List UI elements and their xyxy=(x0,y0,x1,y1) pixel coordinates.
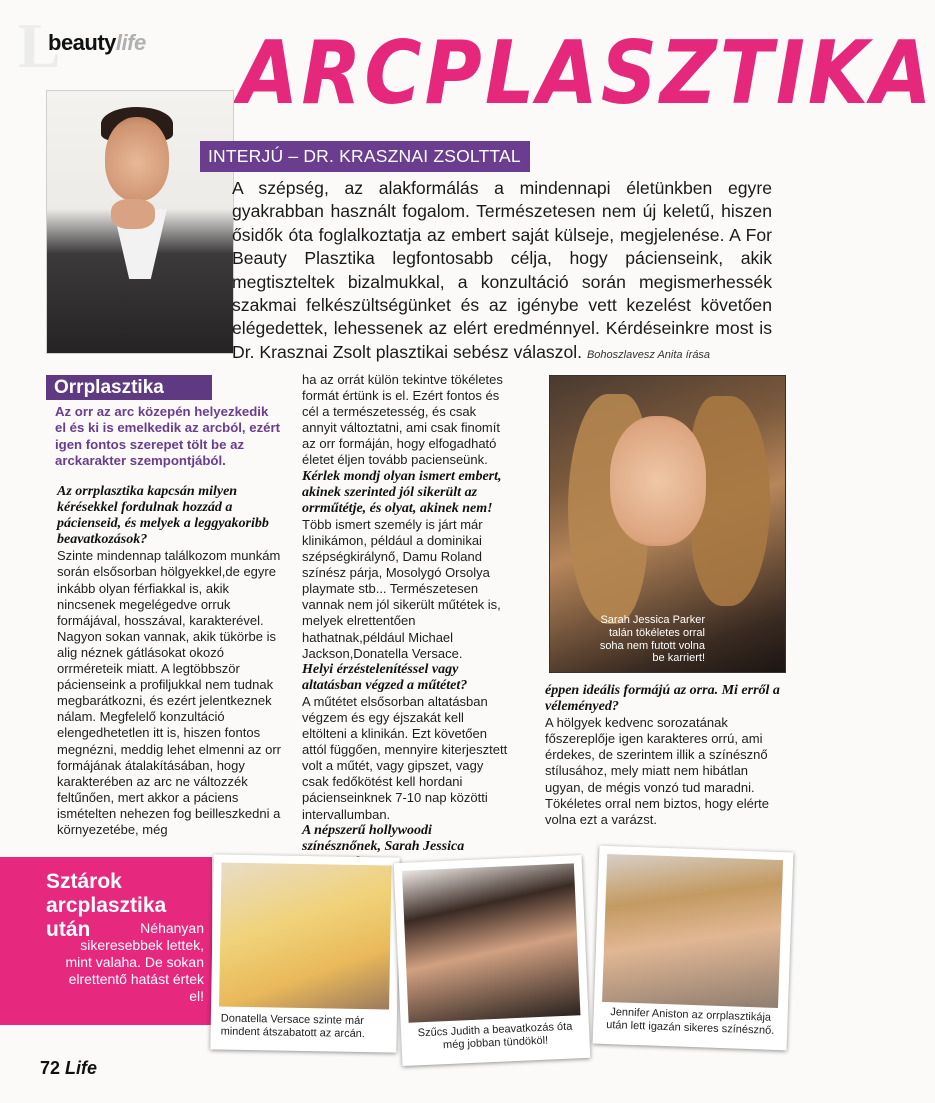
lead-paragraph xyxy=(232,177,772,367)
doctor-portrait-photo xyxy=(46,90,234,354)
page-number: 72 xyxy=(40,1058,61,1078)
sarah-jessica-parker-photo xyxy=(549,375,786,673)
article-column-3 xyxy=(545,683,780,828)
page-footer xyxy=(40,1058,97,1079)
stars-subtitle: Néhanyan sikeresebbek lettek, mint valaha. De sokan elrettentő hatást értek el! xyxy=(65,920,204,1004)
question-4-continued: éppen ideális formájú az orra. Mi erről a véleményed? xyxy=(545,683,780,715)
answer-4: A hölgyek kedvenc sorozatának főszereplője igen karakteres orrú, ami érdekes, de szerintem illik a színésznő stílusához, mely miatt nem hibátlan ugyan, de mégis vonzó tud maradni. Tökéletes orral nem biztos, hogy elérte volna ezt a varázst. xyxy=(545,715,769,827)
section-logo-mark: L xyxy=(18,10,61,81)
photo-face xyxy=(610,416,706,546)
question-3: Helyi érzéstelenítéssel vagy altatásban végzed a műtétet? xyxy=(302,661,468,693)
polaroid-aniston xyxy=(593,846,794,1051)
page-title: ARCPLASZTIKA xyxy=(238,23,935,125)
stars-title: Sztárok arcplasztika után xyxy=(46,870,167,941)
question-1: Az orrplasztika kapcsán milyen kérésekkel fordulnak hozzád a pácienseid, és melyek a leggyakoribb beavatkozások? xyxy=(57,484,269,548)
portrait-hand xyxy=(111,199,155,229)
article-column-1 xyxy=(57,484,287,838)
portrait-face xyxy=(105,117,169,201)
donatella-photo xyxy=(219,863,391,1010)
answer-3: A műtétet elsősorban altatásban végzem és egy éjszakát kell eltölteni a klinikán. Ezt követően attól függően, mennyire kiterjesztett volt a műtét, vagy gipszet, vagy csak fedőkötést kell hordani pácienseinknek 7-10 nap közötti intervallumban. xyxy=(302,693,508,822)
aniston-photo xyxy=(602,854,783,1008)
photo-caption: Sarah Jessica Parker talán tökéletes orral soha nem futott volna be karriert! xyxy=(599,614,705,665)
answer-1: Szinte mindennap találkozom munkám során elsősorban hölgyekkel,de egyre inkább olyan férfiakkal is, akik nincsenek megelégedve orruk formájával, hosszával, karakterével. Nagyon sokan vannak, akik tükörbe is alig néznek gátlásokat okozó orrméreteik miatt. A legtöbbször pácienseink a profiljukkal nem tudnak megbarátkozni, és ezért jelentkeznek nálam. Megfelelő konzultáció elengedhetetlen itt is, hiszen fontos megnézni, meddig lehet elmenni az orr formájának átalakításában, hogy karakterében az arc ne változzék feltűnően, mert akkor a páciens ismételten nehezen fog beilleszkedni a környezetébe, még xyxy=(57,548,282,837)
section-heading-orrplasztika: Orrplasztika xyxy=(46,375,212,400)
question-2: Kérlek mondj olyan ismert embert, akinek szerinted jól sikerült az orrműtétje, és olyat, akinek nem! xyxy=(302,468,502,516)
section-tag-suffix: life xyxy=(115,30,146,55)
article-column-2 xyxy=(302,372,510,871)
polaroid-caption: Szűcs Judith a beavatkozás óta még jobban tündököl! xyxy=(417,1020,573,1052)
judith-photo xyxy=(402,863,580,1022)
section-tag xyxy=(48,30,146,56)
question-4: A népszerű hollywoodi színésznőnek, Sarah Jessica xyxy=(302,822,465,854)
byline: Bohoszlavesz Anita írása xyxy=(586,348,711,361)
lead-text: A szépség, az alakformálás a mindennapi életünkben egyre gyakrabban használt fogalom. Természetesen nem új keletű, hiszen ősidők óta foglalkoztatja az embert saját külseje, megjelenése. A For Beauty Plasztika legfontosabb célja, hogy pácienseink, akik megtiszteltek bizalmukkal, a konzultáció során megismerhessék szakmai felkészültségünket és az igénybe vett kezelést követően elégedettek, lehessenek az elért eredménnyel. Kérdéseinkre most is Dr. Krasznai Zsolt plasztikai sebész válaszol. xyxy=(232,178,772,362)
interview-label: INTERJÚ – DR. KRASZNAI ZSOLTTAL xyxy=(200,141,530,172)
polaroid-caption: Jennifer Aniston az orrplasztikája után lett igazán sikeres színésznő. xyxy=(605,1006,775,1037)
section-tag-prefix: beauty xyxy=(48,30,116,55)
polaroid-judith xyxy=(394,855,591,1066)
section-intro: Az orr az arc közepén helyezkedik el és ki is emelkedik az arcból, ezért igen fontos szerepet tölt be az arckarakter szempontjából. xyxy=(55,404,281,468)
polaroid-caption: Donatella Versace szinte már mindent átszabatott az arcán. xyxy=(220,1012,366,1041)
answer-1-continued: ha az orrát külön tekintve tökéletes formát értünk is el. Ezért fontos és cél a természetesség, és csak annyit változtatni, ami csak finomít az orr formáján, hogy elfogadható életet éljen tovább pacienseünk. xyxy=(302,372,503,468)
magazine-name: Life xyxy=(65,1058,98,1078)
polaroid-donatella xyxy=(210,854,399,1052)
answer-2: Több ismert személy is járt már klinikámon, például a dominikai szépségkirálynő, Damu Roland színész párja, Mosolygó Orsolya playmate stb... Természetesen vannak nem jól sikerült műtétek is, melyek elrettentően hathatnak,például Michael Jackson,Donatella Versace. xyxy=(302,516,501,661)
